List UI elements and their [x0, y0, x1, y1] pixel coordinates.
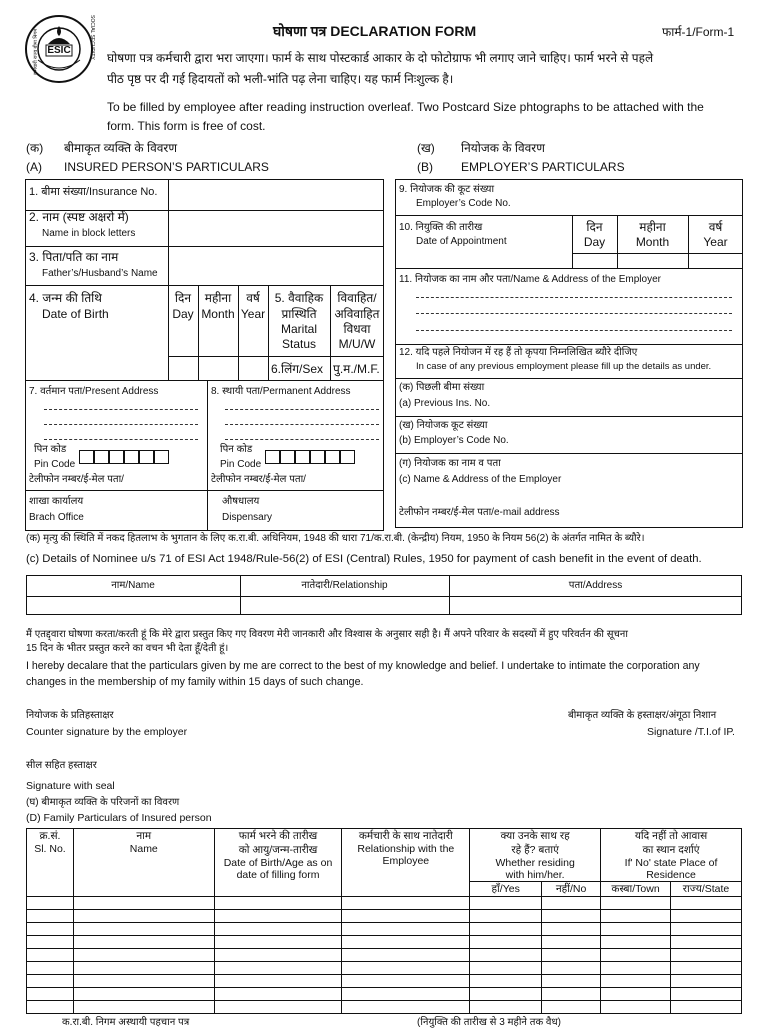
family-cell[interactable] [214, 949, 342, 962]
family-cell[interactable] [27, 988, 74, 1001]
family-cell[interactable] [214, 975, 342, 988]
family-cell[interactable] [342, 962, 470, 975]
employer-code-hi: 9. नियोजक की कूट संख्या [399, 184, 495, 195]
nominee-address-field[interactable] [451, 598, 741, 614]
family-col-rel-en-2: Employee [382, 855, 430, 867]
family-col-rel-en-1: Relationship with the [357, 843, 455, 855]
present-address-line-2[interactable] [44, 424, 198, 425]
nominee-name-field[interactable] [28, 598, 238, 614]
family-cell[interactable] [214, 1001, 342, 1014]
family-row [27, 988, 742, 1001]
marital-label-hi-1: 5. वैवाहिक [274, 291, 324, 305]
insurance-no-hi: 1. बीमा संख्या/ [29, 186, 89, 198]
family-title-hi: (घ) बीमाकृत व्यक्ति के परिजनों का विवरण [26, 797, 180, 808]
prev-name-en: (c) Name & Address of the Employer [399, 474, 562, 485]
family-cell[interactable] [214, 936, 342, 949]
family-col-sl-hi: क्र.सं. [39, 830, 61, 842]
prev-phone-label: टेलीफोन नम्बर/ई-मेल पता/e-mail address [399, 507, 560, 518]
branch-office-hi: शाखा कार्यालय [29, 496, 84, 507]
declaration-hi-1: मैं एतद्द्वारा घोषणा करता/करती हूं कि मेरे द्वारा प्रस्तुत किए गए विवरण मेरी जानकारी और विश्वास के अनुसार सही है। मैं अपने परिवार के सदस्यों में हुए परिवर्तन की सूचना [26, 629, 628, 640]
marital-options-hi-1: विवाहित/ [337, 291, 377, 305]
family-cell[interactable] [470, 923, 542, 936]
name-field[interactable] [170, 212, 382, 245]
family-cell[interactable] [27, 897, 74, 910]
dispensary-en: Dispensary [222, 512, 273, 523]
marital-label-hi-2: प्रास्थिति [281, 307, 317, 321]
marital-label-en-2: Status [281, 337, 317, 351]
dob-month-en: Month [201, 307, 235, 321]
family-cell[interactable] [214, 962, 342, 975]
employer-address-line-1[interactable] [416, 297, 732, 298]
family-cell[interactable] [73, 962, 214, 975]
family-cell[interactable] [542, 897, 601, 910]
dob-day-en: Day [172, 307, 194, 321]
declaration-en-2: changes in the membership of my family within 15 days of such change. [26, 676, 364, 688]
esic-logo [24, 14, 94, 84]
family-cell[interactable] [671, 936, 742, 949]
family-cell[interactable] [671, 1001, 742, 1014]
section-a-title-en: INSURED PERSON’S PARTICULARS [64, 160, 269, 174]
family-col-town: कस्बा/Town [601, 882, 671, 897]
family-cell[interactable] [542, 936, 601, 949]
family-cell[interactable] [214, 897, 342, 910]
branch-office-en: Brach Office [29, 512, 84, 523]
marital-options-hi-2: अविवाहित [334, 307, 380, 321]
nominee-line-hi: (क) मृत्यु की स्थिति में नकद हितलाभ के भुगतान के लिए क.रा.बी. अधिनियम, 1948 की धारा 71/क.रा.बी. (केन्द्रीय) नियम, 1950 के नियम 56(2) के अंतर्गत नामित के ब्यौरे। [26, 533, 645, 544]
sex-label: 6.लिंग/Sex [271, 362, 324, 376]
dob-day-field[interactable] [170, 357, 197, 379]
appt-month-hi: महीना [639, 220, 666, 234]
family-cell[interactable] [671, 897, 742, 910]
dob-day-hi: दिन [174, 291, 192, 305]
name-label-en: Name in block letters [42, 228, 136, 239]
section-b-title-hi: नियोजक के विवरण [461, 141, 545, 155]
family-cell[interactable] [601, 910, 671, 923]
employer-signature-en: Counter signature by the employer [26, 726, 188, 738]
employer-signature-hi: नियोजक के प्रतिहस्ताक्षर [26, 710, 114, 721]
appt-day-field[interactable] [574, 254, 616, 267]
family-header-row [27, 829, 742, 882]
family-cell[interactable] [542, 988, 601, 1001]
family-table [26, 828, 742, 1014]
section-b-marker-hi: (ख) [417, 141, 435, 155]
family-cell[interactable] [214, 910, 342, 923]
family-cell[interactable] [342, 1001, 470, 1014]
family-col-place-en-2: Residence [646, 869, 696, 881]
family-cell[interactable] [342, 923, 470, 936]
dob-label-hi: 4. जन्म की तिथि [29, 291, 102, 305]
family-cell[interactable] [470, 949, 542, 962]
family-row [27, 962, 742, 975]
family-cell[interactable] [601, 923, 671, 936]
intro-hindi-2: पीठ पृष्ठ पर दी गई हिदायतों को भली-भांति पढ़ लेना चाहिए। यह फार्म निःशुल्क है। [107, 72, 454, 86]
family-cell[interactable] [671, 988, 742, 1001]
family-cell[interactable] [671, 949, 742, 962]
appt-year-hi: वर्ष [708, 220, 723, 234]
family-title-en: (D) Family Particulars of Insured person [26, 812, 212, 824]
ip-signature-hi: बीमाकृत व्यक्ति के हस्ताक्षर/अंगूठा निशान [568, 710, 717, 721]
family-cell[interactable] [601, 988, 671, 1001]
family-cell[interactable] [671, 923, 742, 936]
family-cell[interactable] [73, 936, 214, 949]
family-col-place-en-1: If' No' state Place of [624, 857, 718, 869]
appt-day-hi: दिन [586, 220, 603, 234]
family-col-yes: हाँ/Yes [470, 882, 542, 897]
appt-year-en: Year [703, 235, 728, 249]
dob-month-hi: महीना [204, 291, 232, 305]
family-cell[interactable] [73, 975, 214, 988]
previous-employment-en: In case of any previous employment please fill up the details as under. [416, 361, 712, 372]
family-row [27, 1001, 742, 1014]
family-cell[interactable] [542, 962, 601, 975]
ip-signature-en: Signature /T.I.of IP. [647, 726, 735, 738]
family-cell[interactable] [342, 975, 470, 988]
family-col-sl-en: Sl. No. [34, 843, 66, 855]
family-col-name-hi: नाम [136, 830, 152, 842]
family-cell[interactable] [542, 1001, 601, 1014]
prev-ins-en: (a) Previous Ins. No. [399, 398, 491, 409]
declaration-en-1: I hereby decalare that the particulars given by me are correct to the best of my knowledge and belief. I undertake to intimate the corporation any [26, 660, 700, 672]
present-pin-en: Pin Code [34, 459, 76, 470]
family-cell[interactable] [601, 962, 671, 975]
family-cell[interactable] [542, 923, 601, 936]
section-b-title-en: EMPLOYER’S PARTICULARS [461, 160, 625, 174]
permanent-address-label: 8. स्थायी पता/Permanent Address [211, 386, 351, 397]
father-name-field[interactable] [170, 248, 382, 284]
permanent-address-line-3[interactable] [225, 439, 379, 440]
family-col-res-hi-2: रहे हैं? बताएं [511, 844, 559, 856]
nominee-relationship-field[interactable] [242, 598, 447, 614]
seal-signature-en: Signature with seal [26, 780, 115, 792]
insurance-no-label [29, 186, 157, 199]
page-title [273, 23, 476, 40]
family-cell[interactable] [27, 975, 74, 988]
father-label-en: Father’s/Husband’s Name [42, 268, 158, 279]
previous-employment-hi: 12. यदि पहले नियोजन में रह हैं तो कृपया निम्नलिखित ब्यौरे दीजिए [399, 347, 638, 358]
permanent-pin-boxes[interactable] [265, 450, 355, 464]
family-cell[interactable] [542, 949, 601, 962]
father-label-hi: 3. पिता/पति का नाम [29, 250, 119, 264]
employer-name-label: 11. नियोजक का नाम और पता/Name & Address of the Employer [399, 274, 661, 285]
appt-year-field[interactable] [690, 254, 742, 267]
employer-address-line-2[interactable] [416, 313, 732, 314]
prev-code-en: (b) Employer’s Code No. [399, 435, 509, 446]
prev-code-hi: (ख) नियोजक कूट संख्या [399, 420, 488, 431]
logo-ring-left: कर्मचारी राज्य बीमा निगम [33, 28, 39, 75]
family-cell[interactable] [342, 949, 470, 962]
family-col-dob-en-1: Date of Birth/Age as on [223, 857, 333, 869]
intro-english-1: To be filled by employee after reading instruction overleaf. Two Postcard Size phtographs to be attached with the [107, 100, 704, 114]
family-cell[interactable] [27, 962, 74, 975]
appointment-en: Date of Appointment [416, 236, 507, 247]
family-cell[interactable] [73, 897, 214, 910]
family-cell[interactable] [470, 962, 542, 975]
family-cell[interactable] [470, 1001, 542, 1014]
section-a-marker-hi: (क) [26, 141, 44, 155]
sex-options[interactable]: पु.म./M.F. [333, 362, 380, 376]
title-english: DECLARATION FORM [330, 23, 477, 39]
family-row [27, 975, 742, 988]
section-b-marker-en: (B) [417, 160, 433, 174]
marital-options-hi-3: विधवा [343, 322, 371, 336]
family-col-state: राज्य/State [671, 882, 742, 897]
logo-ring-right: SOCIAL SECURITY [89, 15, 95, 60]
prev-name-hi: (ग) नियोजक का नाम व पता [399, 458, 501, 469]
present-pin-boxes[interactable] [79, 450, 169, 464]
family-cell[interactable] [73, 923, 214, 936]
permanent-address-line-2[interactable] [225, 424, 379, 425]
dob-year-field[interactable] [240, 357, 267, 379]
family-cell[interactable] [601, 949, 671, 962]
family-cell[interactable] [601, 936, 671, 949]
footer-right-cut: (नियुक्ति की तारीख से 3 महीने तक वैध) [417, 1017, 561, 1028]
family-cell[interactable] [214, 923, 342, 936]
family-col-res-en-2: with him/her. [505, 869, 565, 881]
form-number: फार्म-1/Form-1 [662, 25, 735, 39]
prev-ins-hi: (क) पिछली बीमा संख्या [399, 382, 485, 393]
family-cell[interactable] [73, 910, 214, 923]
family-cell[interactable] [671, 962, 742, 975]
dob-label-en: Date of Birth [42, 307, 109, 321]
present-address-line-1[interactable] [44, 409, 198, 410]
family-cell[interactable] [470, 936, 542, 949]
declaration-hi-2: 15 दिन के भीतर प्रस्तुत करने का वचन भी देता हूँ/देती हूं। [26, 643, 229, 654]
present-address-line-3[interactable] [44, 439, 198, 440]
appointment-hi: 10. नियुक्ति की तारीख [399, 222, 483, 233]
family-col-place-hi-2: का स्थान दर्शाएं [642, 844, 700, 856]
family-cell[interactable] [27, 1001, 74, 1014]
family-cell[interactable] [470, 988, 542, 1001]
appt-month-field[interactable] [619, 254, 687, 267]
appt-day-en: Day [583, 235, 606, 249]
family-cell[interactable] [671, 975, 742, 988]
employer-code-en: Employer’s Code No. [416, 198, 511, 209]
family-col-res-en-1: Whether residing [495, 857, 575, 869]
section-a-marker-en: (A) [26, 160, 42, 174]
footer-left-cut: क.रा.बी. निगम अस्थायी पहचान पत्र [62, 1017, 190, 1028]
family-cell[interactable] [601, 897, 671, 910]
family-row [27, 923, 742, 936]
present-pin-hi: पिन कोड [34, 444, 67, 455]
family-col-dob-hi-1: फार्म भरने की तारीख [238, 830, 318, 842]
family-row [27, 949, 742, 962]
dispensary-hi: औषधालय [222, 496, 260, 507]
permanent-pin-hi: पिन कोड [220, 444, 253, 455]
appt-month-en: Month [635, 235, 670, 249]
family-col-res-hi-1: क्या उनके साथ रह [500, 830, 570, 842]
family-col-place-hi-1: यदि नहीं तो आवास [634, 830, 708, 842]
nominee-line-en: (c) Details of Nominee u/s 71 of ESI Act 1948/Rule-56(2) of ESI (Central) Rules, 1950 for payment of cash benefit in the event of death. [26, 553, 702, 565]
dob-year-hi: वर्ष [246, 291, 260, 305]
family-col-no: नहीं/No [542, 882, 601, 897]
logo-text: ESIC [47, 45, 71, 56]
family-row [27, 897, 742, 910]
permanent-phone-label: टेलीफोन नम्बर/ई-मेल पता/ [211, 474, 306, 485]
intro-english-2: form. This form is free of cost. [107, 119, 266, 133]
permanent-pin-en: Pin Code [220, 459, 262, 470]
family-cell[interactable] [470, 897, 542, 910]
dob-month-field[interactable] [200, 357, 237, 379]
family-cell[interactable] [73, 1001, 214, 1014]
family-cell[interactable] [601, 1001, 671, 1014]
dob-year-en: Year [240, 307, 266, 321]
family-cell[interactable] [342, 936, 470, 949]
family-row [27, 910, 742, 923]
family-cell[interactable] [671, 910, 742, 923]
family-cell[interactable] [470, 910, 542, 923]
employer-address-line-3[interactable] [416, 330, 732, 331]
family-cell[interactable] [27, 936, 74, 949]
permanent-address-line-1[interactable] [225, 409, 379, 410]
family-col-name-en: Name [129, 843, 158, 855]
family-cell[interactable] [342, 897, 470, 910]
marital-options-en[interactable]: M/U/W [338, 337, 376, 351]
intro-hindi-1: घोषणा पत्र कर्मचारी द्वारा भरा जाएगा। फार्म के साथ पोस्टकार्ड आकार के दो फोटोग्राफ भी लगाए जाने चाहिए। फार्म भरने से पहले [107, 51, 654, 65]
marital-label-en-1: Marital [280, 322, 317, 336]
family-cell[interactable] [73, 949, 214, 962]
present-address-label: 7. वर्तमान पता/Present Address [29, 386, 159, 397]
seal-signature-hi: सील सहित हस्ताक्षर [26, 760, 97, 771]
family-row [27, 936, 742, 949]
family-col-dob-hi-2: को आयु/जन्म-तारीख [238, 844, 318, 856]
family-cell[interactable] [342, 988, 470, 1001]
title-hindi: घोषणा पत्र [273, 23, 327, 39]
family-cell[interactable] [601, 975, 671, 988]
family-cell[interactable] [342, 910, 470, 923]
family-cell[interactable] [542, 910, 601, 923]
present-phone-label: टेलीफोन नम्बर/ई-मेल पता/ [29, 474, 124, 485]
section-a-title-hi: बीमाकृत व्यक्ति के विवरण [64, 141, 177, 155]
family-cell[interactable] [542, 975, 601, 988]
family-cell[interactable] [27, 949, 74, 962]
family-cell[interactable] [214, 988, 342, 1001]
family-col-dob-en-2: date of filling form [236, 869, 320, 881]
family-cell[interactable] [470, 975, 542, 988]
insurance-no-en: Insurance No. [89, 186, 158, 198]
family-col-rel-hi: कर्मचारी के साथ नातेदारी [358, 830, 453, 842]
nominee-col-address: पता/Address [568, 580, 623, 591]
name-label-hi: 2. नाम (स्पष्ट अक्षरो में) [29, 210, 129, 224]
insurance-no-field[interactable] [170, 181, 382, 209]
family-cell[interactable] [73, 988, 214, 1001]
nominee-col-relationship: नातेदारी/Relationship [301, 580, 388, 591]
family-cell[interactable] [27, 923, 74, 936]
family-cell[interactable] [27, 910, 74, 923]
nominee-col-name: नाम/Name [111, 580, 155, 591]
